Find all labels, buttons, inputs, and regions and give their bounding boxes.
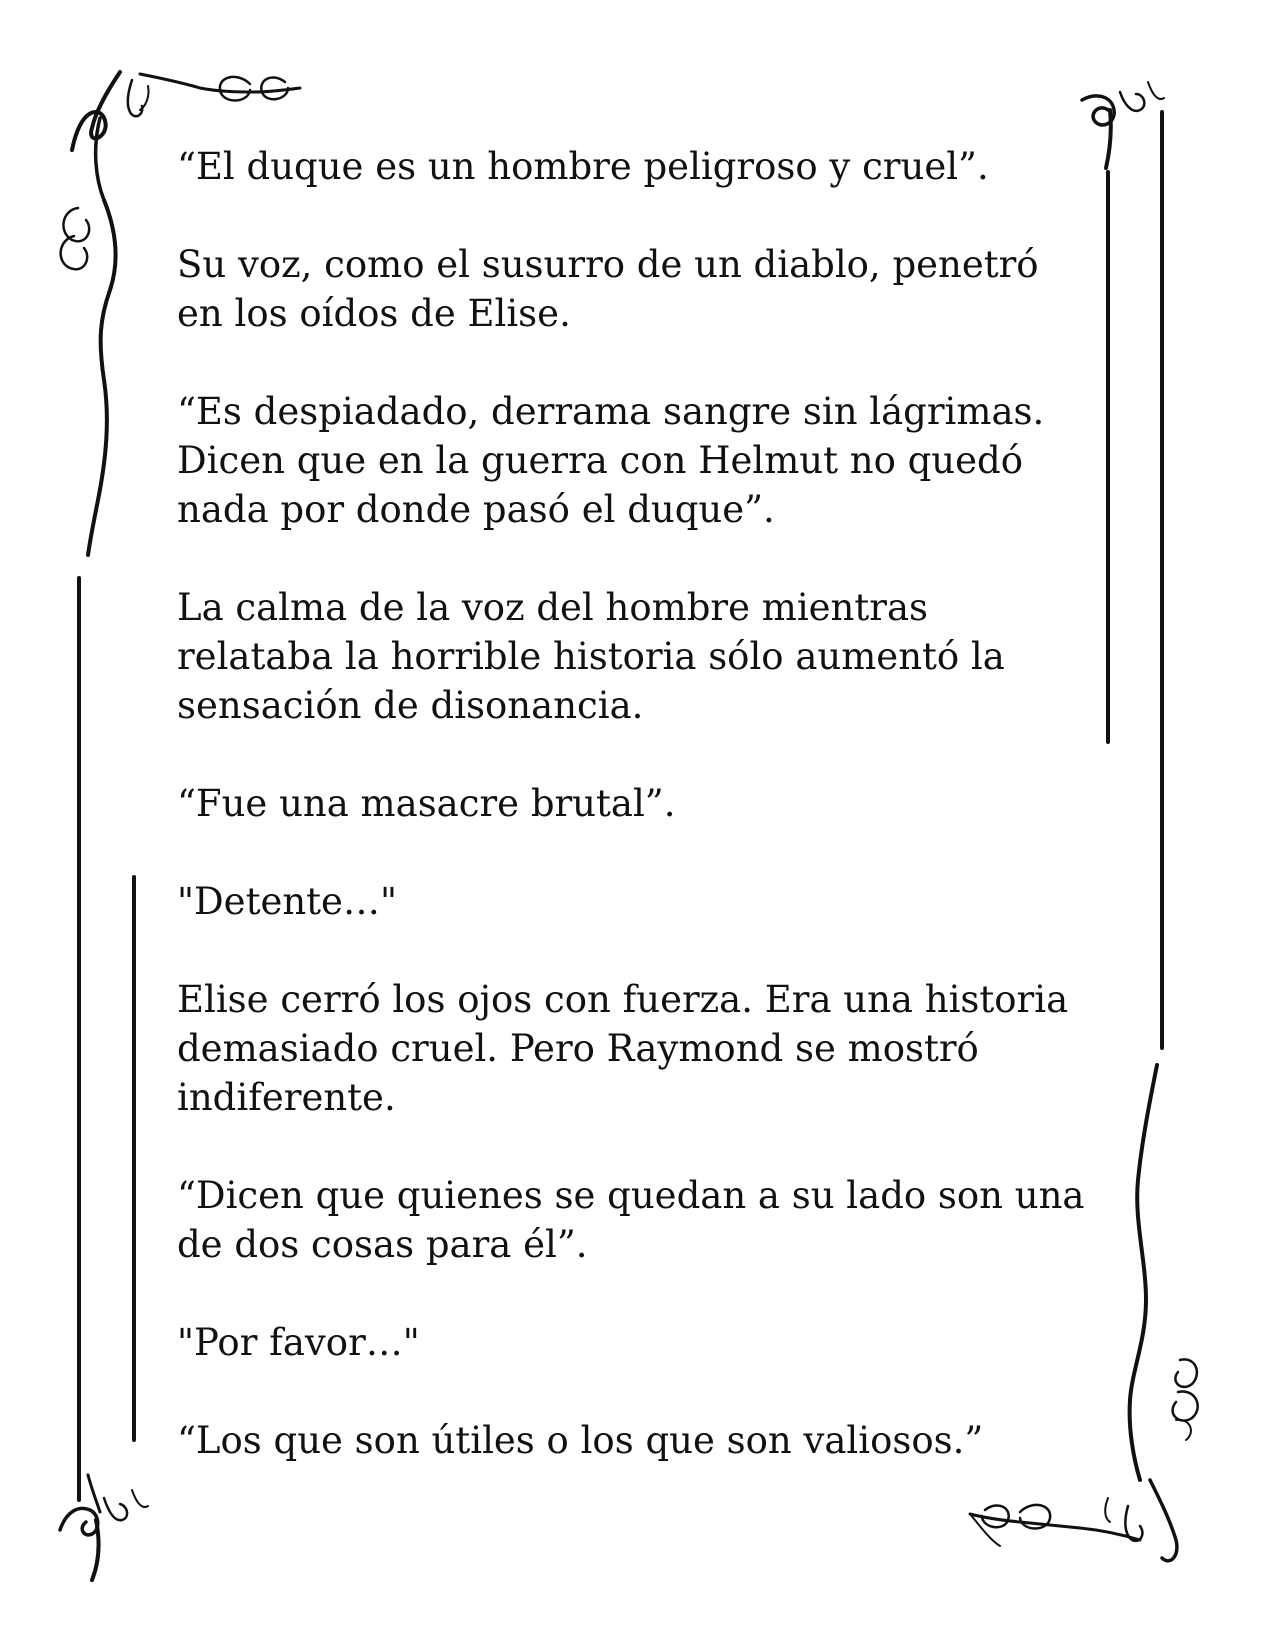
paragraph: “Los que son útiles o los que son valiosos.” [177, 1419, 984, 1462]
paragraph: “Fue una masacre brutal”. [177, 782, 676, 825]
paragraph: “El duque es un hombre peligroso y cruel”. [177, 145, 989, 188]
paragraph: Su voz, como el susurro de un diablo, penetró en los oídos de Elise. [177, 243, 1039, 335]
paragraph: Elise cerró los ojos con fuerza. Era una historia demasiado cruel. Pero Raymond se mostró indiferente. [177, 978, 1069, 1119]
paragraph: “Es despiadado, derrama sangre sin lágrimas. Dicen que en la guerra con Helmut no quedó nada por donde pasó el duque”. [177, 390, 1045, 531]
paragraph: "Por favor…" [177, 1321, 420, 1364]
story-text [177, 142, 1117, 1465]
paragraph: La calma de la voz del hombre mientras relataba la horrible historia sólo aumentó la sensación de disonancia. [177, 586, 1005, 727]
paragraph: "Detente…" [177, 880, 397, 923]
paragraph: “Dicen que quienes se quedan a su lado son una de dos cosas para él”. [177, 1174, 1085, 1266]
bottom-left-flourish [60, 1475, 148, 1580]
